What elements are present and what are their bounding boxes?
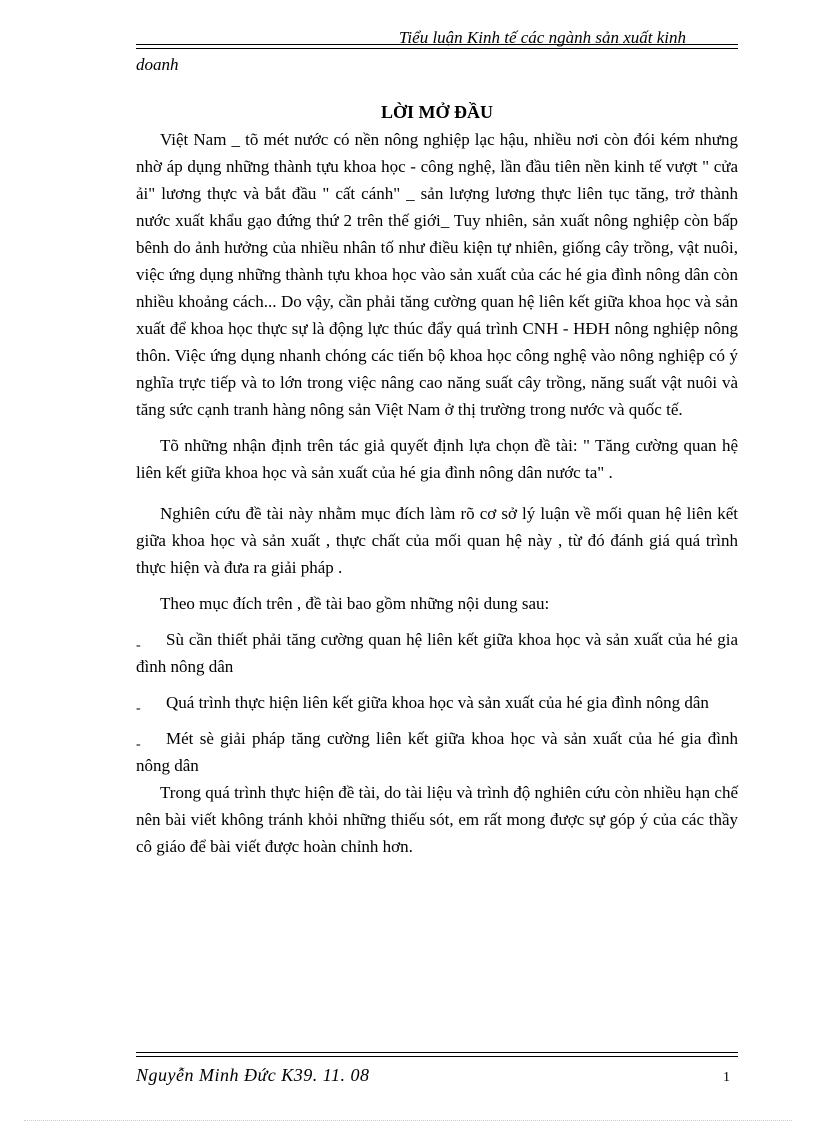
bullet-mark: - [136, 701, 141, 716]
list-item-text: Sù cần thiết phải tăng cường quan hệ liên kết giữa khoa học và sản xuất của hé gia đình nông dân [136, 630, 738, 676]
paragraph-contents: Theo mục đích trên , đề tài bao gồm những nội dung sau: [160, 594, 550, 613]
section-heading: LỜI MỞ ĐẦU [381, 102, 493, 122]
page-header [136, 28, 738, 75]
page-edge-divider [24, 1120, 792, 1121]
paragraph-closing: Trong quá trình thực hiện đề tài, do tài liệu và trình độ nghiên cứu còn nhiều hạn chế nên bài viết không tránh khỏi những thiếu sót, em rất mong được sự góp ý của các thầy cô giáo để bài viết được hoàn chỉnh hơn. [136, 783, 738, 856]
header-title: Tiểu luận Kinh tế các ngành sản xuất kinh [398, 28, 686, 47]
list-item-text: Quá trình thực hiện liên kết giữa khoa học và sản xuất của hé gia đình nông dân [166, 693, 709, 712]
page-number: 1 [723, 1070, 730, 1085]
page-body [136, 98, 738, 860]
page-footer [136, 1052, 738, 1090]
list-item [136, 725, 738, 779]
header-title-continuation: doanh [136, 55, 179, 74]
paragraph-purpose: Nghiên cứu đề tài này nhằm mục đích làm rõ cơ sở lý luận về mối quan hệ liên kết giữa khoa học và sản xuất , thực chất của mối quan hệ này , từ đó đánh giá quá trình thực hiện và đưa ra giải pháp . [136, 504, 738, 577]
paragraph-topic: Tõ những nhận định trên tác giả quyết định lựa chọn đề tài: " Tăng cường quan hệ liên kết giữa khoa học và sản xuất của hé gia đình nông dân nước ta" . [136, 436, 738, 482]
list-item-text: Mét sè giải pháp tăng cường liên kết giữa khoa học và sản xuất của hé gia đình nông dân [136, 729, 738, 775]
footer-author: Nguyễn Minh Đức K39. 11. 08 [136, 1065, 370, 1085]
list-item [136, 689, 738, 716]
bullet-mark: - [136, 737, 141, 752]
paragraph-intro: Việt Nam _ tõ mét nước có nền nông nghiệp lạc hậu, nhiều nơi còn đói kém nhưng nhờ áp dụng những thành tựu khoa học - công nghệ, lần đầu tiên nền kinh tế vượt " cửa ải" lương thực và bắt đầu " cất cánh" _ sản lượng lương thực liên tục tăng, trở thành nước xuất khẩu gạo đứng thứ 2 trên thế giới_ Tuy nhiên, sản xuất nông nghiệp còn bấp bênh do ảnh hưởng của nhiều nhân tố như điều kiện tự nhiên, giống cây trồng, vật nuôi, việc ứng dụng những thành tựu khoa học vào sản xuất của các hé gia đình nông dân còn nhiều khoảng cách... Do vậy, cần phải tăng cường quan hệ liên kết giữa khoa học và sản xuất để khoa học thực sự là động lực thúc đẩy quá trình CNH - HĐH nông nghiệp nông thôn. Việc ứng dụng nhanh chóng các tiến bộ khoa học công nghệ vào nông nghiệp có ý nghĩa trực tiếp và to lớn trong việc nâng cao năng suất cây trồng, năng suất vật nuôi và tăng sức cạnh tranh hàng nông sản Việt Nam ở thị trường trong nước và quốc tế. [136, 130, 738, 419]
list-item [136, 626, 738, 680]
footer-rule [136, 1052, 738, 1057]
bullet-mark: - [136, 638, 141, 653]
